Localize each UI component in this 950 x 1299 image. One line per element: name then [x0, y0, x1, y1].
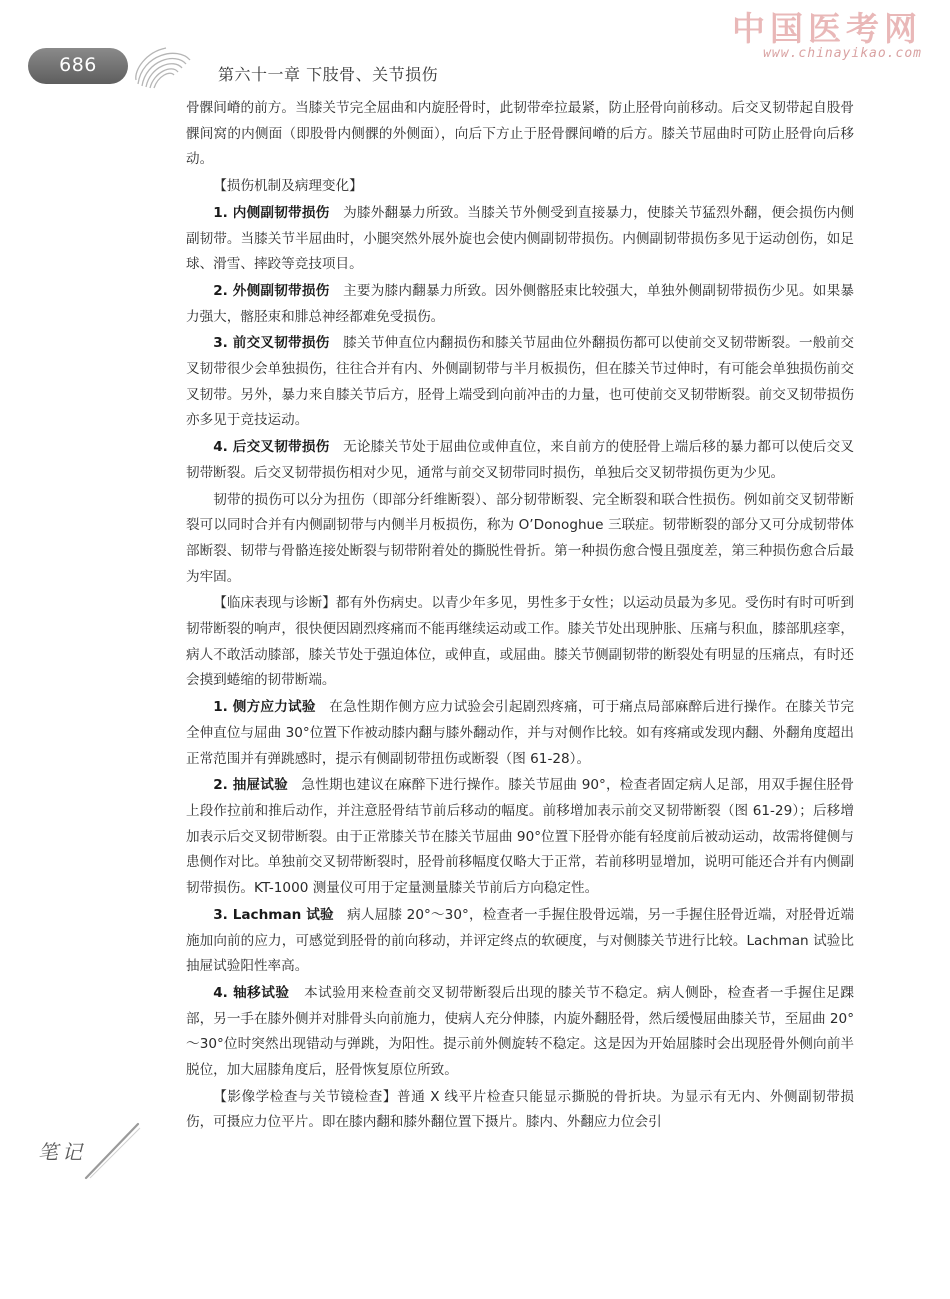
- item-heading: 4. 轴移试验: [213, 984, 290, 1001]
- paragraph: 1. 内侧副韧带损伤 为膝外翻暴力所致。当膝关节外侧受到直接暴力，使膝关节猛烈外翻，便会损伤内侧副韧带。当膝关节半屈曲时，小腿突然外展外旋也会使内侧副韧带损伤。内侧副韧带损伤多见于运动创伤，如足球、滑雪、摔跤等竞技项目。: [186, 204, 854, 273]
- watermark-name: 中国医考网: [732, 9, 922, 48]
- paragraph: 3. Lachman 试验 病人屈膝 20°～30°，检查者一手握住股骨远端，另一手握住胫骨近端，对胫骨近端施加向前的应力，可感觉到胫骨的前向移动，并评定终点的软硬度，与对侧膝关节进行比较。Lachman 试验比抽屉试验阳性率高。: [186, 906, 854, 975]
- paragraph: 4. 轴移试验 本试验用来检查前交叉韧带断裂后出现的膝关节不稳定。病人侧卧，检查者一手握住足踝部，另一手在膝外侧并对腓骨头向前施力，使病人充分伸膝，内旋外翻胫骨，然后缓慢屈曲膝关节，至屈曲 20°～30°位时突然出现错动与弹跳，为阳性。提示前外侧旋转不稳定。这是因为开始屈膝时会出现胫骨外侧向前半脱位，加大屈膝角度后，胫骨恢复原位所致。: [186, 984, 855, 1079]
- item-heading: 2. 外侧副韧带损伤: [213, 282, 330, 299]
- item-heading: 1. 内侧副韧带损伤: [213, 204, 330, 221]
- watermark-url: www.chinayikao.com: [763, 46, 922, 61]
- paragraph: 4. 后交叉韧带损伤 无论膝关节处于屈曲位或伸直位，来自前方的使胫骨上端后移的暴力都可以使后交叉韧带断裂。后交叉韧带损伤相对少见，通常与前交叉韧带同时损伤，单独后交叉韧带损伤更为少见。: [186, 439, 854, 481]
- item-heading: 3. 前交叉韧带损伤: [213, 335, 330, 352]
- item-heading: 1. 侧方应力试验: [213, 699, 316, 716]
- paragraph: 3. 前交叉韧带损伤 膝关节伸直位内翻损伤和膝关节屈曲位外翻损伤都可以使前交叉韧带断裂。一般前交叉韧带很少会单独损伤，往往合并有内、外侧副韧带与半月板损伤，但在膝关节过伸时，有可能会单独损伤前交叉韧带。另外，暴力来自膝关节后方，胫骨上端受到向前冲击的力量，也可使前交叉韧带断裂。前交叉韧带损伤亦多见于竞技运动。: [186, 335, 854, 429]
- item-heading: 3. Lachman 试验: [213, 906, 334, 923]
- page-number-badge: [28, 48, 128, 84]
- item-heading: 2. 抽屉试验: [213, 777, 288, 794]
- item-heading: 4. 后交叉韧带损伤: [213, 439, 330, 456]
- paragraph: 韧带的损伤可以分为扭伤（即部分纤维断裂）、部分韧带断裂、完全断裂和联合性损伤。例如前交叉韧带断裂可以同时合并有内侧副韧带与内侧半月板损伤，称为 O’Donoghue 三联症。韧带断裂的部分又可分成韧带体部断裂、韧带与骨骼连接处断裂与韧带附着处的撕脱性骨折。第一种损伤愈合慢且强度差，第三种损伤愈合后最为牢固。: [186, 491, 854, 585]
- chapter-title: 第六十一章 下肢骨、关节损伤: [218, 65, 439, 84]
- paragraph: 2. 外侧副韧带损伤 主要为膝内翻暴力所致。因外侧髂胫束比较强大，单独外侧副韧带损伤少见。如果暴力强大，髂胫束和腓总神经都难免受损伤。: [186, 282, 854, 325]
- notes-label: 笔记: [38, 1140, 86, 1164]
- pen-icon: [82, 1118, 146, 1182]
- paragraph: 2. 抽屉试验 急性期也建议在麻醉下进行操作。膝关节屈曲 90°，检查者固定病人足部，用双手握住胫骨上段作拉前和推后动作，并注意胫骨结节前后移动的幅度。前移增加表示前交叉韧带断裂（图 61-29）；后移增加表示后交叉韧带断裂。由于正常膝关节在膝关节屈曲 90°位置下胫骨亦能有轻度前后被动运动，故需将健侧与患侧作对比。单独前交叉韧带断裂时，胫骨前移幅度仅略大于正常，若前移明显增加，说明可能还合并有内侧副韧带损伤。KT-1000 测量仪可用于定量测量膝关节前后方向稳定性。: [186, 777, 854, 897]
- paragraph: 1. 侧方应力试验 在急性期作侧方应力试验会引起剧烈疼痛，可于痛点局部麻醉后进行操作。在膝关节完全伸直位与屈曲 30°位置下作被动膝内翻与膝外翻动作，并与对侧作比较。如有疼痛或发现内翻、外翻角度超出正常范围并有弹跳感时，提示有侧副韧带扭伤或断裂（图 61-28）。: [186, 699, 854, 767]
- section-heading: 【损伤机制及病理变化】: [213, 178, 363, 195]
- paragraph: 骨髁间嵴的前方。当膝关节完全屈曲和内旋胫骨时，此韧带牵拉最紧，防止胫骨向前移动。后交叉韧带起自股骨髁间窝的内侧面（即股骨内侧髁的外侧面），向后下方止于胫骨髁间嵴的后方。膝关节屈曲时可防止胫骨向后移动。: [186, 100, 854, 168]
- page-number: 686: [59, 54, 97, 76]
- watermark: [732, 10, 922, 61]
- paragraph: 【临床表现与诊断】都有外伤病史。以青少年多见，男性多于女性；以运动员最为多见。受伤时有时可听到韧带断裂的响声，很快便因剧烈疼痛而不能再继续运动或工作。膝关节处出现肿胀、压痛与积血，膝部肌痉挛，病人不敢活动膝部，膝关节处于强迫体位，或伸直，或屈曲。膝关节侧副韧带的断裂处有明显的压痛点，有时还会摸到蜷缩的韧带断端。: [186, 595, 854, 689]
- paragraph: 【影像学检查与关节镜检查】普通 X 线平片检查只能显示撕脱的骨折块。为显示有无内、外侧副韧带损伤，可摄应力位平片。即在膝内翻和膝外翻位置下摄片。膝内、外翻应力位会引: [186, 1088, 854, 1131]
- swirl-logo-icon: [132, 40, 196, 94]
- body-text: [186, 96, 854, 1136]
